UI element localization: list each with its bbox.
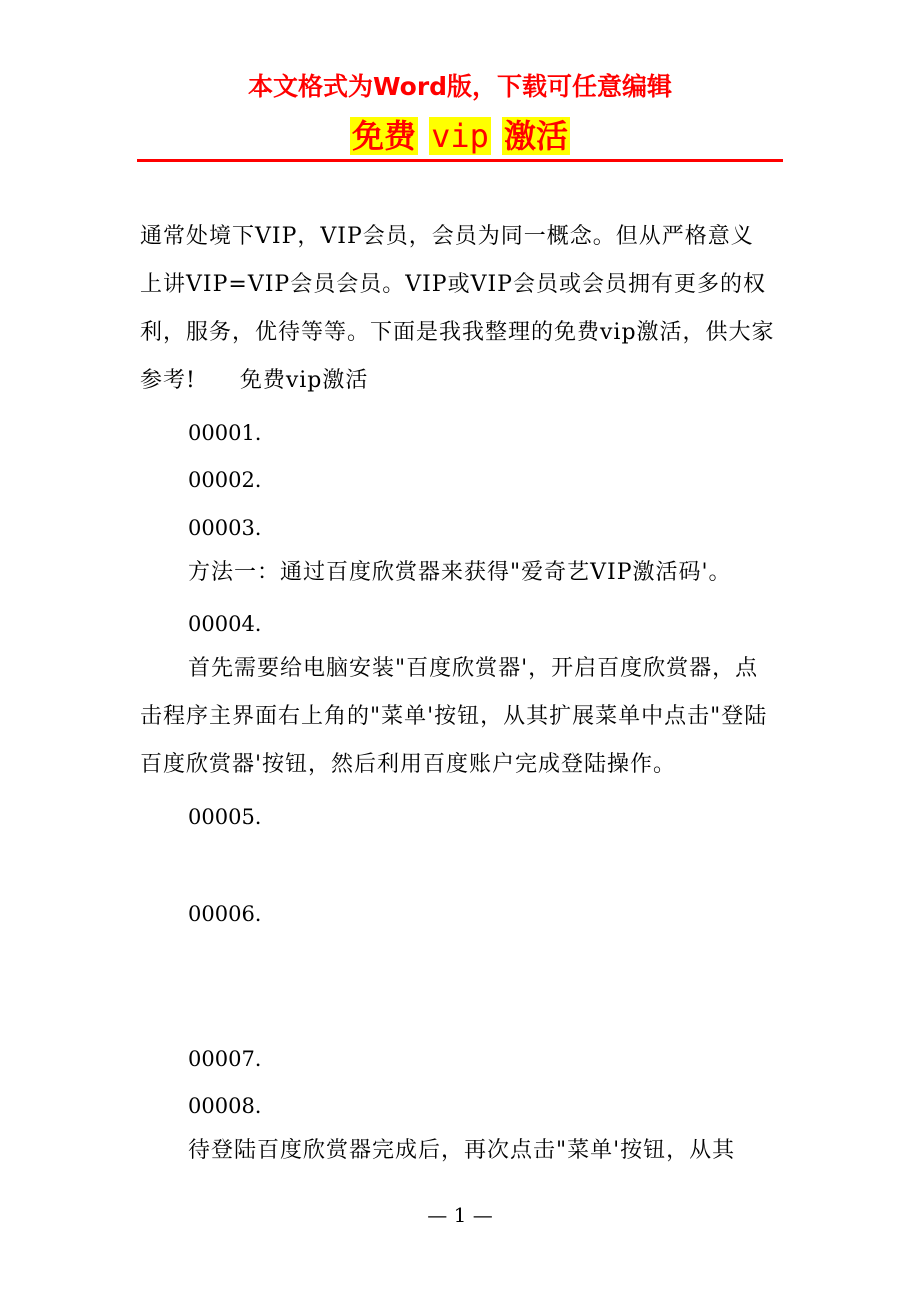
title-part-activate: 激活 (504, 117, 569, 155)
paragraph-install-browser: 首先需要给电脑安装"百度欣赏器'，开启百度欣赏器，点击程序主界面右上角的"菜单'按钮，从其扩展菜单中点击"登陆百度欣赏器'按钮，然后利用百度账户完成登陆操作。 (140, 656, 768, 777)
list-item-00002: 00002. (188, 468, 262, 492)
list-item-00007: 00007. (188, 1047, 262, 1071)
page-number: — 1 — (427, 1203, 493, 1227)
intro-text: 通常处境下VIP，VIP会员，会员为同一概念。但从严格意义上讲VIP=VIP会员会员。VIP或VIP会员或会员拥有更多的权利，服务，优待等等。下面是我我整理的免费vip激活，供大家参考! (140, 224, 775, 393)
list-item-00006: 00006. (188, 902, 262, 926)
header-divider (137, 159, 783, 162)
list-item-00004: 00004. (188, 612, 262, 636)
list-item-00005: 00005. (188, 805, 262, 829)
title-part-vip: vip (431, 117, 489, 155)
paragraph-after-login: 待登陆百度欣赏器完成后，再次点击"菜单'按钮，从其 (188, 1138, 736, 1163)
word-format-banner: 本文格式为Word版，下载可任意编辑 (247, 72, 673, 101)
list-item-00003: 00003. (188, 516, 262, 540)
page-title (0, 116, 920, 156)
list-item-00008: 00008. (188, 1094, 262, 1118)
title-part-free: 免费 (351, 117, 416, 155)
intro-tail: 免费vip激活 (239, 368, 369, 393)
list-item-00001: 00001. (188, 421, 262, 445)
intro-paragraph (140, 213, 776, 405)
method-one-line: 方法一：通过百度欣赏器来获得"爱奇艺VIP激活码'。 (188, 560, 732, 585)
